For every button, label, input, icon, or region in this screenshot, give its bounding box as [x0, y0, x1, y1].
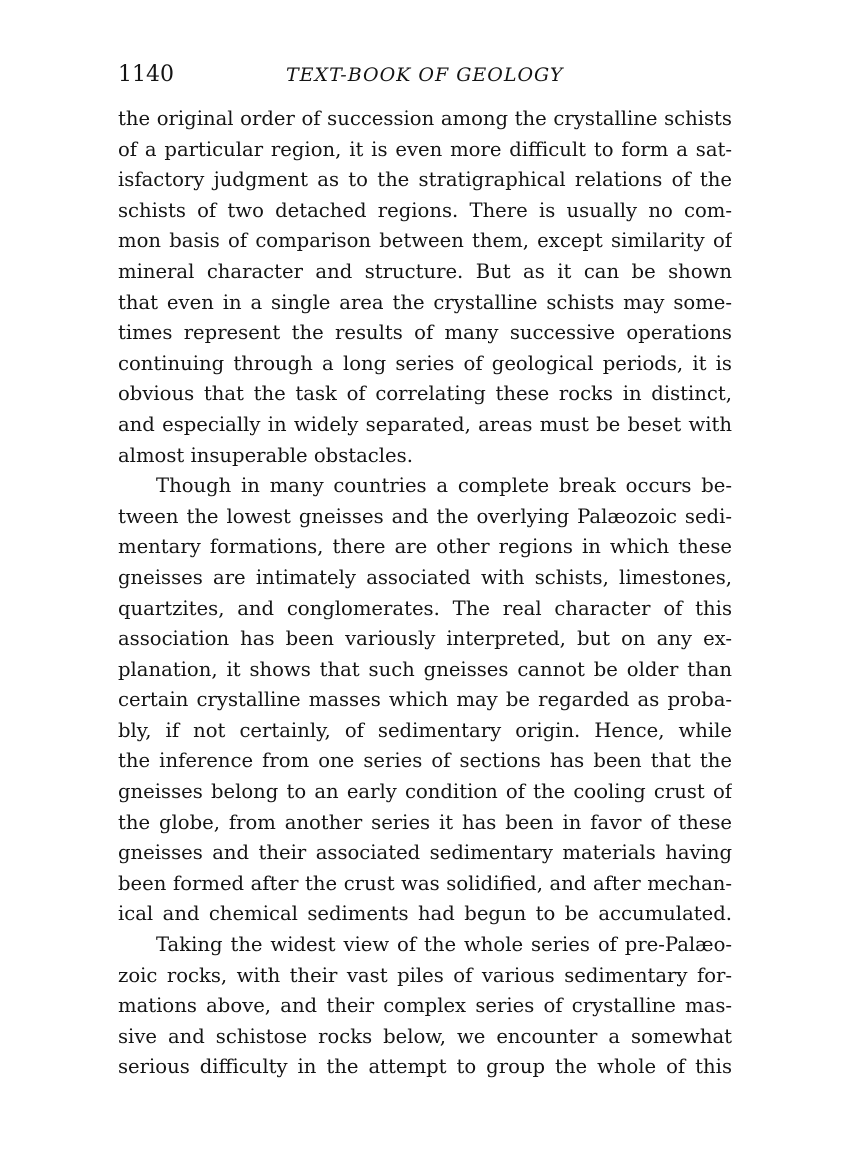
text-line: association has been variously interpreted, but on any ex-: [118, 627, 732, 651]
text-line: almost insuperable obstacles.: [118, 443, 413, 467]
text-line: gneisses belong to an early condition of the cooling crust of: [118, 780, 732, 804]
text-line: times represent the results of many successive operations: [118, 321, 732, 345]
text-line: obvious that the task of correlating these rocks in distinct,: [118, 382, 732, 406]
text-line: mon basis of comparison between them, except similarity of: [118, 229, 732, 253]
text-line: serious difficulty in the attempt to group the whole of this: [118, 1055, 732, 1079]
text-line: and especially in widely separated, areas must be beset with: [118, 412, 732, 436]
text-line: isfactory judgment as to the stratigraphical relations of the: [118, 168, 732, 192]
text-line: planation, it shows that such gneisses cannot be older than: [118, 657, 732, 681]
text-line: the inference from one series of sections has been that the: [118, 749, 732, 773]
text-line: of a particular region, it is even more difficult to form a sat-: [118, 137, 732, 161]
text-line: the original order of succession among the crystalline schists: [118, 107, 732, 130]
text-line: mations above, and their complex series of crystalline mas-: [118, 994, 732, 1018]
text-line: the globe, from another series it has been in favor of these: [118, 810, 732, 834]
text-line: certain crystalline masses which may be regarded as proba-: [118, 688, 732, 712]
page-number: 1140: [118, 62, 174, 87]
text-line: gneisses and their associated sedimentary materials having: [118, 841, 732, 865]
text-line: ical and chemical sediments had begun to be accumulated.: [118, 902, 732, 926]
text-line: zoic rocks, with their vast piles of various sedimentary for-: [118, 963, 732, 987]
text-line: Taking the widest view of the whole series of pre-Palæo-: [156, 933, 732, 957]
text-line: mineral character and structure. But as it can be shown: [118, 259, 732, 283]
text-line: that even in a single area the crystalline schists may some-: [118, 290, 732, 314]
text-line: quartzites, and conglomerates. The real character of this: [118, 596, 732, 620]
running-title: TEXT-BOOK OF GEOLOGY: [286, 64, 564, 86]
body-text: [118, 104, 732, 1083]
paragraph-2: [118, 471, 732, 930]
text-line: continuing through a long series of geological periods, it is: [118, 351, 732, 375]
text-line: Though in many countries a complete break occurs be-: [156, 474, 732, 498]
paragraph-3: [118, 930, 732, 1083]
text-line: been formed after the crust was solidified, and after mechan-: [118, 871, 732, 895]
text-line: schists of two detached regions. There is usually no com-: [118, 198, 732, 222]
text-line: gneisses are intimately associated with schists, limestones,: [118, 565, 732, 589]
paragraph-1: [118, 104, 732, 471]
page-header: [118, 60, 732, 96]
text-line: tween the lowest gneisses and the overlying Palæozoic sedi-: [118, 504, 732, 528]
text-line: sive and schistose rocks below, we encounter a somewhat: [118, 1024, 732, 1048]
text-line: mentary formations, there are other regions in which these: [118, 535, 732, 559]
text-line: bly, if not certainly, of sedimentary origin. Hence, while: [118, 718, 732, 742]
